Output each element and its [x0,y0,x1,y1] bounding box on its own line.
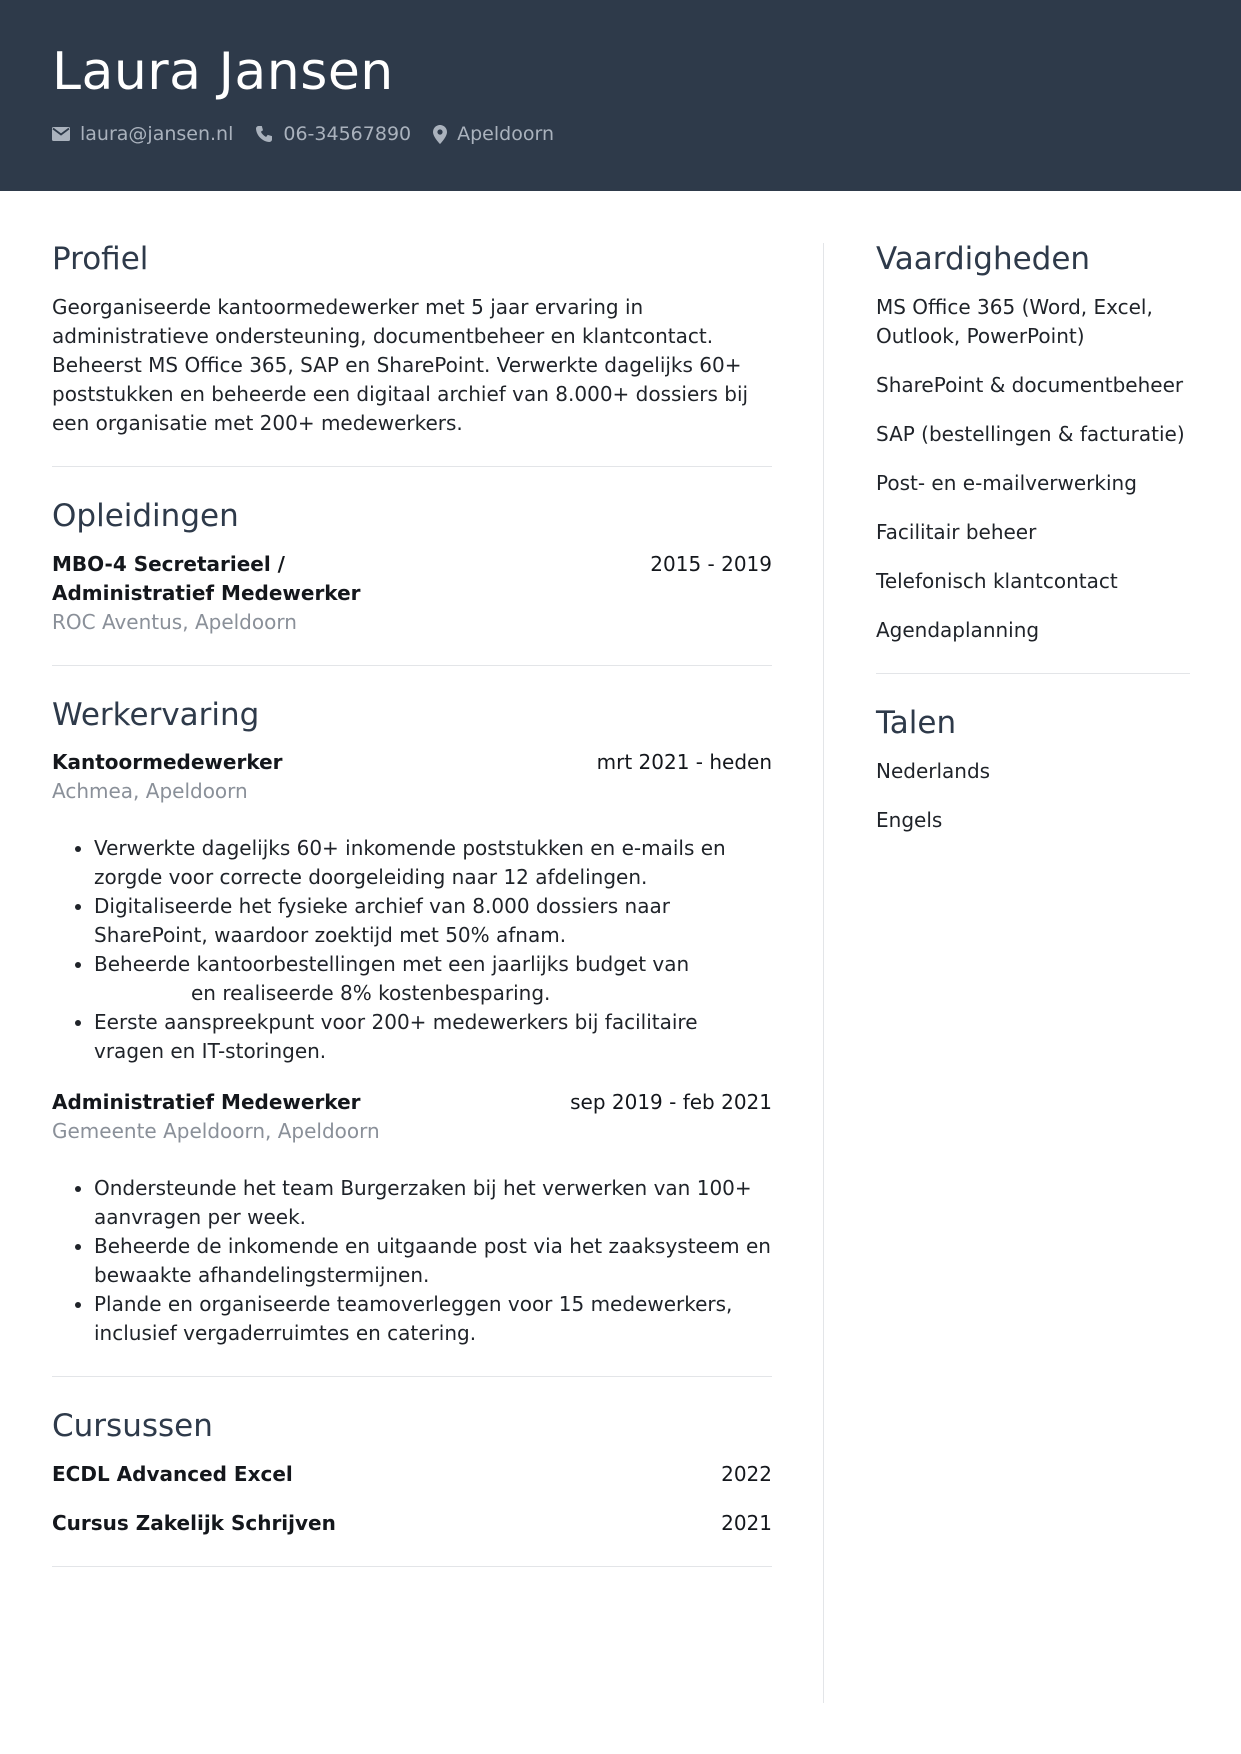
job-entry [52,1088,772,1348]
job-employer: Achmea, Apeldoorn [52,779,248,804]
section-divider [52,466,772,467]
course-date: 2022 [721,1462,772,1486]
education-title: MBO-4 Secretarieel / Administratief Medewerker [52,551,361,605]
section-title-profiel: Profiel [52,241,149,277]
location-text: Apeldoorn [457,123,554,145]
section-divider [52,1376,772,1377]
section-title-werkervaring: Werkervaring [52,696,260,733]
section-title-talen: Talen [876,704,957,741]
envelope-icon [52,127,70,141]
list-item: • Verwerkte dagelijks 60+ inkomende poststukken en e-mails en zorgde voor correcte doorgeleiding naar 12 afdelingen. [94,834,772,892]
entry-head [52,748,772,777]
section-title-cursussen: Cursussen [52,1408,213,1445]
email-text: laura@jansen.nl [80,123,234,145]
education-date: 2015 - 2019 [650,551,772,576]
education-school: ROC Aventus, Apeldoorn [52,609,297,634]
entry-head [52,1088,772,1117]
job-title: Administratief Medewerker [52,1090,361,1115]
job-bullets [52,1174,772,1348]
list-item: • Beheerde de inkomende en uitgaande post via het zaaksysteem en bewaakte afhandelingstermijnen. [94,1232,772,1290]
contact-phone[interactable] [255,123,411,145]
section-title-opleidingen: Opleidingen [52,497,239,534]
main-column [52,240,772,1597]
contact-location [433,123,554,145]
column-divider [823,243,824,1703]
language-item: Nederlands [876,758,991,783]
job-employer: Gemeente Apeldoorn, Apeldoorn [52,1119,380,1144]
list-item: • Digitaliseerde het fysieke archief van 8.000 dossiers naar SharePoint, waardoor zoektijd met 50% afnam. [94,892,772,950]
education-entry [52,550,772,637]
job-title: Kantoormedewerker [52,750,283,775]
language-item: Engels [876,807,943,832]
map-pin-icon [433,125,447,144]
entry-head [52,550,772,608]
course-entry [52,1509,772,1538]
skill-item: SAP (bestellingen & facturatie) [876,421,1185,446]
skill-item: Agendaplanning [876,617,1040,642]
phone-icon [255,125,273,143]
job-bullets [52,834,772,1066]
phone-text: 06-34567890 [283,123,412,145]
person-name: Laura Jansen [52,42,394,102]
section-cursussen [52,1407,772,1538]
section-divider [876,673,1190,674]
resume-header [0,0,1241,191]
section-talen [876,704,1190,835]
list-item: • Ondersteunde het team Burgerzaken bij het verwerken van 100+ aanvragen per week. [94,1174,772,1232]
list-item: • Plande en organiseerde teamoverleggen voor 15 medewerkers, inclusief vergaderruimtes en catering. [94,1290,772,1348]
bullet-line: en realiseerde 8% kostenbesparing. [191,981,551,1006]
section-title-vaardigheden: Vaardigheden [876,241,1091,277]
skill-item: Post- en e-mailverwerking [876,470,1137,495]
course-entry [52,1460,772,1489]
skill-item: Telefonisch klantcontact [876,568,1118,593]
list-item: • Eerste aanspreekpunt voor 200+ medewerkers bij facilitaire vragen en IT-storingen. [94,1008,772,1066]
section-profiel [52,240,772,438]
course-date: 2021 [721,1511,772,1535]
job-date: mrt 2021 - heden [596,750,772,775]
course-title: Cursus Zakelijk Schrijven [52,1511,336,1535]
list-item [94,950,772,1008]
skill-item: MS Office 365 (Word, Excel, Outlook, PowerPoint) [876,294,1153,348]
profiel-text: Georganiseerde kantoormedewerker met 5 jaar ervaring in administratieve ondersteuning, documentbeheer en klantcontact. Beheerst MS Office 365, SAP en SharePoint. Verwerkte dagelijks 60+ poststukken en beheerde een digitaal archief van 8.000+ dossiers bij een organisatie met 200+ medewerkers. [52,294,749,435]
job-entry [52,748,772,1066]
contact-row [52,123,576,145]
skill-item: SharePoint & documentbeheer [876,372,1184,397]
job-date: sep 2019 - feb 2021 [570,1090,772,1115]
course-title: ECDL Advanced Excel [52,1462,293,1486]
bullet-line: Beheerde kantoorbestellingen met een jaarlijks budget van [94,952,690,977]
section-werkervaring [52,696,772,1349]
skill-item: Facilitair beheer [876,519,1037,544]
section-divider [52,1566,772,1567]
side-column [876,240,1190,855]
contact-email[interactable] [52,123,233,145]
section-opleidingen [52,497,772,637]
section-vaardigheden [876,240,1190,645]
section-divider [52,665,772,666]
